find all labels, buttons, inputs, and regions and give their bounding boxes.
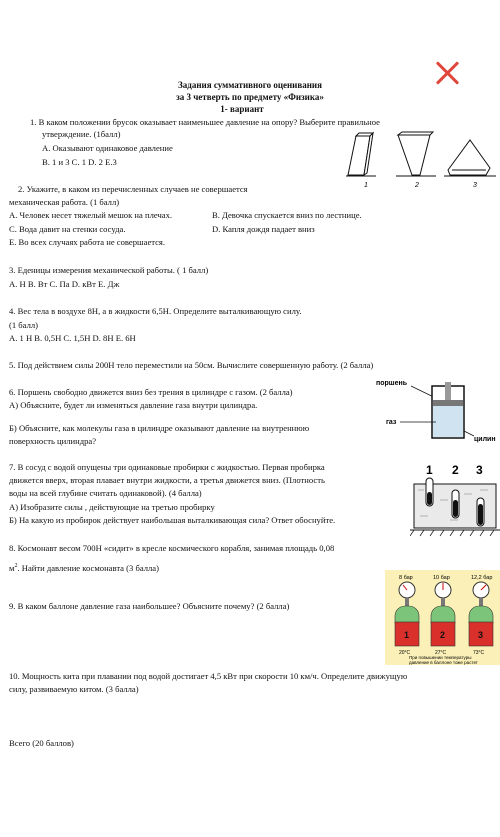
piston [433, 400, 463, 406]
svg-text:8 бар: 8 бар [399, 575, 413, 581]
gas [433, 406, 463, 437]
svg-text:20°C: 20°C [399, 650, 411, 656]
q9-text: 9. В каком баллоне давление газа наибольшее? Объясните почему? (2 балла) [9, 601, 290, 611]
q5-text: 5. Под действием силы 200Н тело переместили на 50см. Вычислите совершенную работу. (2 балла) [9, 360, 374, 370]
brick-label-2: 2 [415, 182, 419, 189]
svg-text:73°C: 73°C [473, 650, 485, 656]
svg-text:27°C: 27°C [435, 650, 447, 656]
q7-text: 7. В сосуд с водой опущены три одинаковые пробирки с жидкостью. Первая пробирка [9, 462, 325, 472]
q1-options: В. 1 и 3 С. 1 D. 2 Е.3 [42, 157, 117, 167]
total-score: Всего (20 баллов) [9, 738, 74, 748]
q7-text-2: движется вверх, вторая плавает внутри жидкости, а третья движется вниз. (Плотность [9, 475, 325, 485]
q1-option-a: А. Оказывают одинаковое давление [42, 143, 173, 153]
q3-options: А. Н В. Вт С. Па D. кВт Е. Дж [9, 279, 120, 289]
svg-text:12,2 бар: 12,2 бар [471, 575, 493, 581]
q2-option-e: Е. Во всех случаях работа не совершается. [9, 237, 166, 247]
q8-text-2: $м^2$. Найти давление космонавта (3 балла) [9, 563, 159, 573]
q6-part-a: А) Объясните, будет ли изменяться давление газа внутри цилиндра. [9, 400, 258, 410]
svg-text:3: 3 [478, 630, 484, 640]
q8-text: 8. Космонавт весом 700Н «сидит» в кресле космического корабля, занимая площадь 0,08 [9, 543, 335, 553]
q2-text: 2. Укажите, в каком из перечисленных случаев не совершается [18, 184, 248, 194]
q1-text: 1. В каком положении брусок оказывает наименьшее давление на опору? Выберите правильное [30, 117, 380, 127]
svg-text:2: 2 [440, 630, 446, 640]
q6-part-b-2: поверхность цилиндра? [9, 436, 97, 446]
brick-label-1: 1 [364, 182, 368, 189]
cylinder-label: цилин [474, 436, 496, 443]
tube-label-1: 1 [426, 463, 433, 477]
bricks-figure [340, 130, 500, 190]
doc-title: Задания суммативного оценивания [178, 80, 322, 90]
q2-option-b: В. Девочка спускается вниз по лестнице. [212, 210, 362, 220]
q6-text: 6. Поршень свободно движется вниз без трения в цилиндре с газом. (2 балла) [9, 387, 293, 397]
q10-text: 10. Мощность кита при плавании под водой достигает 4,5 кВт при скорости 10 км/ч. Определите движущую [9, 671, 408, 681]
q7-text-3: воды на всей глубине считать одинаковой). (4 балла) [9, 488, 202, 498]
svg-text:1: 1 [404, 630, 410, 640]
q2-option-c: С. Вода давит на стенки сосуда. [9, 224, 126, 234]
q2-option-a: А. Человек несет тяжелый мешок на плечах. [9, 210, 173, 220]
variant-label: 1- вариант [220, 104, 264, 114]
q4-text: 4. Вес тела в воздухе 8Н, а в жидкости 6,5Н. Определите выталкивающую силу. [9, 306, 302, 316]
tube-label-2: 2 [452, 463, 459, 477]
brick-label-3: 3 [473, 182, 477, 189]
q4-text-2: (1 балл) [9, 320, 39, 330]
tube-label-3: 3 [476, 463, 483, 477]
q10-text-2: силу, развиваемую китом. (3 балла) [9, 684, 139, 694]
test-tubes-figure [410, 460, 500, 540]
doc-subtitle: за 3 четверть по предмету «Физика» [176, 92, 324, 102]
gas-label: газ [386, 419, 397, 426]
caption-2: давление в баллоне тоже растет [409, 660, 478, 665]
q2-option-d: D. Капля дождя падает вниз [212, 224, 315, 234]
q6-part-b: Б) Объясните, как молекулы газа в цилиндре оказывают давление на внутреннюю [9, 423, 310, 433]
piston-figure [376, 376, 500, 448]
q4-options: А. 1 Н В. 0,5Н С. 1,5Н D. 8Н Е. 6Н [9, 333, 136, 343]
q7-part-b: Б) На какую из пробирок действует наибольшая выталкивающая сила? Ответ обоснуйте. [9, 515, 336, 525]
q7-part-a: А) Изобразите силы , действующие на третью пробирку [9, 502, 215, 512]
q1-text-2: утверждение. (1балл) [42, 129, 121, 139]
q2-text-2: механическая работа. (1 балл) [9, 197, 120, 207]
caption-1: При повышении температуры [409, 655, 472, 660]
piston-label: поршень [376, 380, 408, 387]
gas-cylinders-figure [385, 570, 500, 665]
q3-text: 3. Еденицы измерения механической работы. ( 1 балл) [9, 265, 209, 275]
brick-2 [398, 135, 430, 175]
svg-text:10 бар: 10 бар [433, 575, 450, 581]
